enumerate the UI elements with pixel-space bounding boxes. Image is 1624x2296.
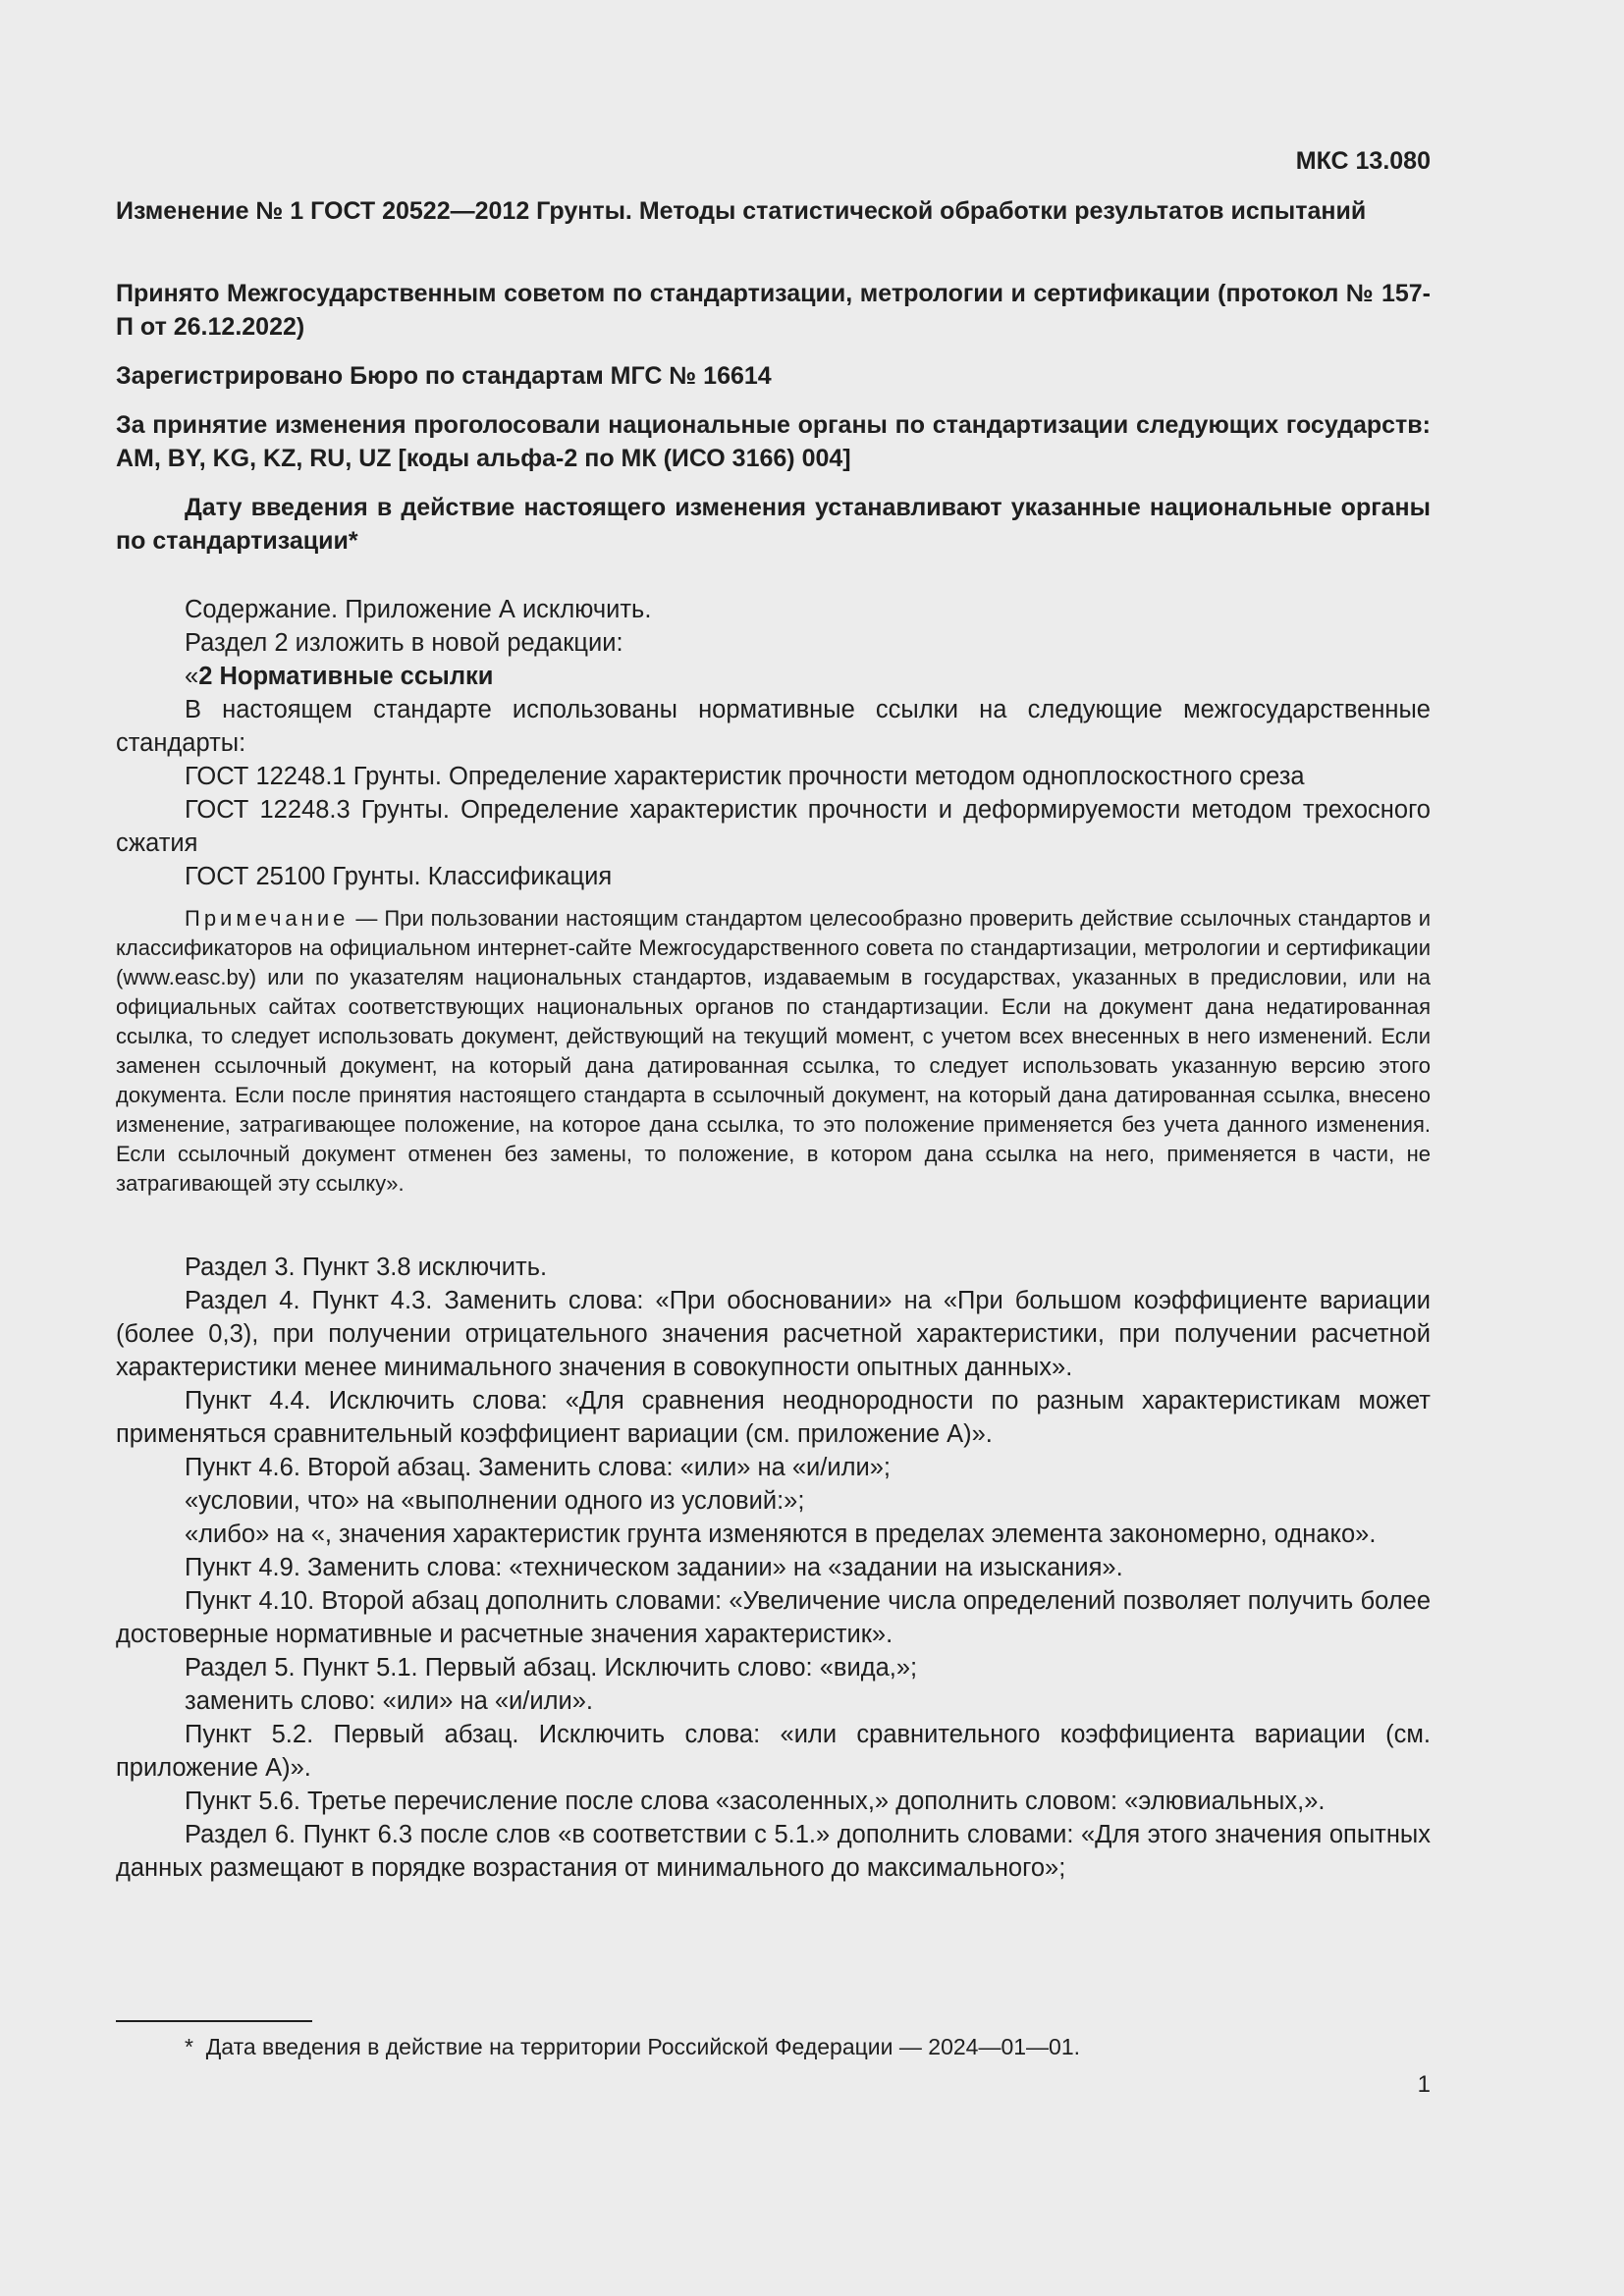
paragraph: Пункт 4.9. Заменить слова: «техническом задании» на «задании на изыскания».	[185, 1554, 1123, 1581]
paragraph: Раздел 2 изложить в новой редакции:	[185, 629, 623, 657]
paragraph: Пункт 5.2. Первый абзац. Исключить слова: «или сравнительного коэффициента вариации (см. приложение А)».	[116, 1721, 1431, 1782]
footnote	[185, 2032, 1080, 2061]
reference-item: ГОСТ 25100 Грунты. Классификация	[185, 863, 613, 890]
footnote-text: Дата введения в действие на территории Российской Федерации — 2024—01—01.	[205, 2034, 1081, 2059]
voting-statement: За принятие изменения проголосовали национальные органы по стандартизации следующих государств: AM, BY, KG, KZ, RU, UZ [коды альфа-2 по МК (ИСО 3166) 004]	[116, 411, 1431, 472]
paragraph: Раздел 3. Пункт 3.8 исключить.	[185, 1254, 548, 1281]
paragraph: Пункт 4.10. Второй абзац дополнить словами: «Увеличение числа определений позволяет получить более достоверные нормативные и расчетные значения характеристик».	[116, 1587, 1431, 1648]
footnote-marker: *	[185, 2034, 193, 2059]
effective-date-statement: Дату введения в действие настоящего изменения устанавливают указанные национальные органы по стандартизации*	[116, 494, 1431, 555]
amendment-body-bottom	[116, 1251, 1431, 1885]
paragraph: Раздел 6. Пункт 6.3 после слов «в соответствии с 5.1.» дополнить словами: «Для этого значения опытных данных размещают в порядке возрастания от минимального до максимального»;	[116, 1821, 1431, 1882]
paragraph: Раздел 4. Пункт 4.3. Заменить слова: «При обосновании» на «При большом коэффициенте вариации (более 0,3), при получении отрицательного значения расчетной характеристики, при получении расчетной характеристики менее минимального значения в совокупности опытных данных».	[116, 1287, 1431, 1381]
amendment-body-top	[116, 593, 1431, 893]
paragraph: Пункт 4.6. Второй абзац. Заменить слова: «или» на «и/или»;	[185, 1454, 891, 1481]
adopted-statement: Принято Межгосударственным советом по стандартизации, метрологии и сертификации (протокол № 157-П от 26.12.2022)	[116, 280, 1431, 341]
paragraph: Содержание. Приложение А исключить.	[185, 596, 652, 623]
paragraph: заменить слово: «или» на «и/или».	[185, 1687, 593, 1715]
note-paragraph	[116, 904, 1431, 1199]
open-quote: «	[185, 663, 199, 690]
section-title: 2 Нормативные ссылки	[198, 663, 494, 690]
paragraph: Раздел 5. Пункт 5.1. Первый абзац. Исключить слово: «вида,»;	[185, 1654, 918, 1682]
note-label: Примечание	[185, 906, 350, 931]
registration-statement: Зарегистрировано Бюро по стандартам МГС № 16614	[116, 362, 772, 390]
note-text: — При пользовании настоящим стандартом целесообразно проверить действие ссылочных стандартов и классификаторов на официальном интернет-сайте Межгосударственного совета по стандартизации, метрологии и сертификации (www.easc.by) или по указателям национальных стандартов, издаваемым в государствах, указанных в предисловии, или на официальных сайтах соответствующих национальных органов по стандартизации. Если на документ дана недатированная ссылка, то следует использовать документ, действующий на текущий момент, с учетом всех внесенных в него изменений. Если заменен ссылочный документ, на который дана датированная ссылка, то следует использовать указанную версию этого документа. Если после принятия настоящего стандарта в ссылочный документ, на который дана датированная ссылка, внесено изменение, затрагивающее положение, на которое дана ссылка, то это положение применяется без учета данного изменения. Если ссылочный документ отменен без замены, то положение, в котором дана ссылка на него, применяется в части, не затрагивающей эту ссылку».	[116, 906, 1431, 1196]
reference-item: ГОСТ 12248.1 Грунты. Определение характеристик прочности методом одноплоскостного среза	[185, 763, 1305, 790]
paragraph: Пункт 5.6. Третье перечисление после слова «засоленных,» дополнить словом: «элювиальных,».	[185, 1788, 1326, 1815]
paragraph: Пункт 4.4. Исключить слова: «Для сравнения неоднородности по разным характеристикам может применяться сравнительный коэффициент вариации (см. приложение А)».	[116, 1387, 1431, 1448]
paragraph: «либо» на «, значения характеристик грунта изменяются в пределах элемента закономерно, однако».	[185, 1521, 1377, 1548]
mks-code: МКС 13.080	[1295, 147, 1431, 175]
paragraph: В настоящем стандарте использованы нормативные ссылки на следующие межгосударственные стандарты:	[116, 696, 1431, 757]
footnote-divider	[116, 2020, 312, 2022]
paragraph: «условии, что» на «выполнении одного из условий:»;	[185, 1487, 805, 1515]
page-number: 1	[1417, 2071, 1431, 2098]
reference-item: ГОСТ 12248.3 Грунты. Определение характеристик прочности и деформируемости методом трехосного сжатия	[116, 796, 1431, 857]
section-heading	[116, 660, 1431, 693]
amendment-title: Изменение № 1 ГОСТ 20522—2012 Грунты. Методы статистической обработки результатов испытаний	[116, 197, 1367, 225]
